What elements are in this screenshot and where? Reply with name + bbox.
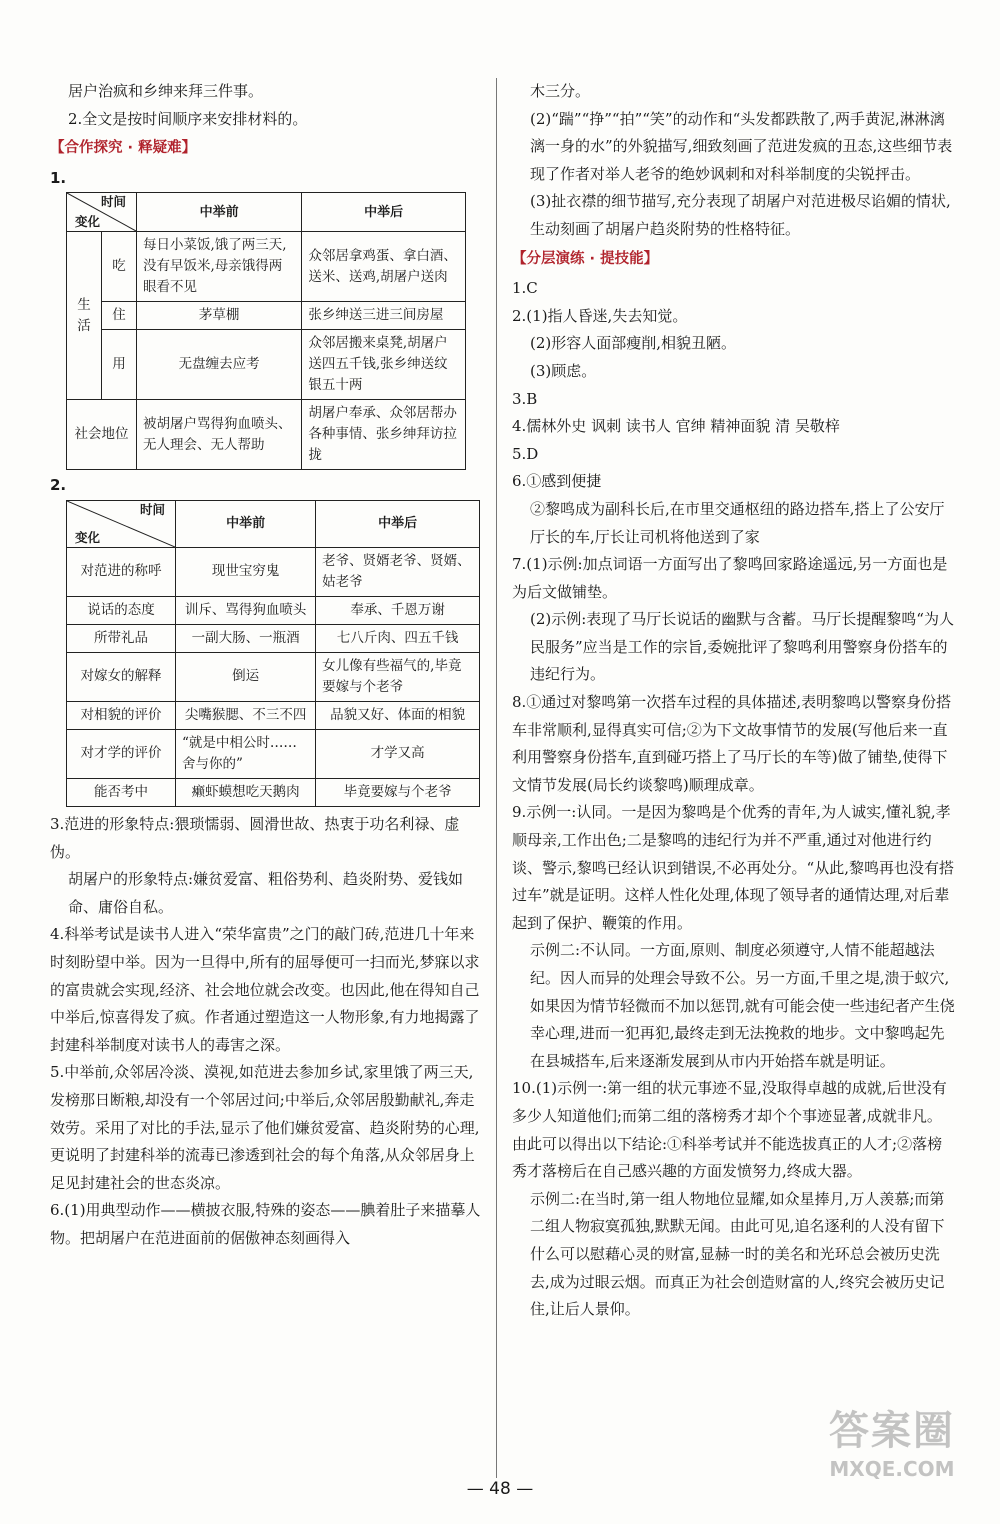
table1-time-label: 时间 — [100, 194, 126, 210]
table1-cell: 张乡绅送三进三间房屋 — [302, 302, 466, 330]
table1-change-label: 变化 — [75, 214, 101, 230]
section-heading-cooperate: 【合作探究 · 释疑难】 — [50, 140, 197, 157]
table2-cell: 现世宝穷鬼 — [176, 547, 316, 596]
answer-3b: 胡屠户的形象特点:嫌贫爱富、粗俗势利、趋炎附势、爱钱如命、庸俗自私。 — [68, 870, 464, 916]
answer-r7-2: (2)示例:表现了马厅长说话的幽默与含蓄。马厅长提醒黎鸣“为人民服务”应当是工作的宗旨,委婉批评了黎鸣利用警察身份搭车的违纪行为。 — [530, 610, 954, 684]
table2-item: 说话的态度 — [67, 596, 176, 624]
table1-sub: 用 — [102, 330, 137, 400]
answer-r10-1: 10.(1)示例一:第一组的状元事迹不显,没取得卓越的成就,后世没有多少人知道他们;而第二组的落榜秀才却个个事迹显著,成就非凡。由此可以得出以下结论:①科举考试并不能选拔真正的人才;②落榜秀才落榜后在自己感兴趣的方面发愤努力,终成大器。 — [512, 1079, 947, 1181]
answer-6-1-cont: 木三分。 — [530, 82, 591, 100]
table1-after-header: 中举后 — [302, 193, 466, 232]
table-row — [67, 596, 480, 624]
table-row — [67, 547, 480, 596]
answer-r9-2: 示例二:不认同。一方面,原则、制度必须遵守,人情不能超越法纪。因人而异的处理会导致不公。另一方面,千里之堤,溃于蚁穴,如果因为情节轻微而不加以惩罚,就有可能会使一些违纪者产生侥幸心理,进而一犯再犯,最终走到无法挽救的地步。文中黎鸣起先在县城搭车,后来逐渐发展到从市内开始搭车就是明证。 — [530, 941, 955, 1070]
table1-cell: 茅草棚 — [137, 302, 302, 330]
table1-cell: 被胡屠户骂得狗血喷头、无人理会、无人帮助 — [137, 400, 302, 470]
table2-cell: 女儿像有些福气的,毕竟要嫁与个老爷 — [316, 652, 480, 701]
table2-cell: 品貌又好、体面的相貌 — [316, 701, 480, 729]
watermark-logo — [804, 1406, 980, 1506]
table2-cell: 癞虾蟆想吃天鹅肉 — [176, 778, 316, 806]
q2-label: 2. — [50, 476, 67, 495]
table1-before-header: 中举前 — [137, 193, 302, 232]
answer-r6-2: ②黎鸣成为副科长后,在市里交通枢纽的路边搭车,搭上了公安厅厅长的车,厅长让司机将他送到了家 — [530, 499, 945, 546]
intro-line-2: 2.全文是按时间顺序来安排材料的。 — [68, 109, 308, 128]
answer-r6-1: 6.①感到便捷 — [512, 472, 602, 491]
table-row — [67, 701, 480, 729]
answer-r10-2: 示例二:在当时,第一组人物地位显耀,如众星捧月,万人羡慕;而第二组人物寂寞孤独,默默无闻。由此可见,追名逐利的人没有留下什么可以慰藉心灵的财富,显赫一时的美名和光环总会被历史洗去,成为过眼云烟。而真正为社会创造财富的人,终究会被历史记住,让后人景仰。 — [530, 1189, 945, 1319]
table1-sub: 住 — [102, 302, 137, 330]
answer-r8: 8.①通过对黎鸣第一次搭车过程的具体描述,表明黎鸣以警察身份搭车非常顺利,显得真实可信;②为下文故事情节的发展(写他后来一直利用警察身份搭车,直到碰巧搭上了马厅长的车等)做了铺垫,使得下文情节发展(局长约谈黎鸣)顺理成章。 — [512, 693, 952, 794]
table2-cell: 七八斤肉、四五千钱 — [316, 624, 480, 652]
table-row — [67, 400, 466, 470]
table2-cell: 才学又高 — [316, 729, 480, 778]
table2-cell: 倒运 — [176, 652, 316, 701]
table1-diagonal-header — [67, 193, 137, 232]
table1-cell: 胡屠户奉承、众邻居帮办各种事情、张乡绅拜访拉拢 — [302, 400, 466, 470]
table2-item: 能否考中 — [67, 778, 176, 806]
table-row — [67, 729, 480, 778]
answer-r2-3: (3)顾虑。 — [530, 361, 597, 380]
right-column — [512, 78, 956, 1324]
table2-cell: 训斥、骂得狗血喷头 — [176, 596, 316, 624]
table1-group-life: 生活 — [67, 232, 102, 400]
answer-6-3: (3)扯衣襟的细节描写,充分表现了胡屠户对范进极尽谄媚的情状,生动刻画了胡屠户趋炎附势的性格特征。 — [530, 192, 951, 238]
table-life-change — [66, 192, 466, 470]
table1-cell: 每日小菜饭,饿了两三天,没有早饭米,母亲饿得两眼看不见 — [137, 232, 302, 302]
answer-r4: 4.儒林外史 讽刺 读书人 官绅 精神面貌 清 吴敬梓 — [512, 417, 840, 436]
table-row — [67, 624, 480, 652]
table2-cell: 老爷、贤婿老爷、贤婿、姑老爷 — [316, 547, 480, 596]
table1-sub: 吃 — [102, 232, 137, 302]
table-row — [67, 302, 466, 330]
watermark-text: 答案圈 — [829, 1408, 955, 1454]
section-heading-practice: 【分层演练 · 提技能】 — [512, 250, 659, 267]
table2-cell: 奉承、千恩万谢 — [316, 596, 480, 624]
table2-time-label: 时间 — [139, 501, 165, 517]
table-row — [67, 330, 466, 400]
table2-after-header: 中举后 — [316, 500, 480, 547]
left-column — [50, 78, 482, 1252]
table-row — [67, 652, 480, 701]
q1-label: 1. — [50, 168, 67, 187]
answer-6-1: 6.(1)用典型动作——横披衣服,特殊的姿态——腆着肚子来描摹人物。把胡屠户在范进面前的倨傲神态刻画得入 — [50, 1201, 481, 1247]
table1-cell: 无盘缠去应考 — [137, 330, 302, 400]
watermark-url: MXQE.COM — [829, 1457, 955, 1481]
table2-item: 对才学的评价 — [67, 729, 176, 778]
table2-item: 所带礼品 — [67, 624, 176, 652]
intro-line-1: 居户治疯和乡绅来拜三件事。 — [68, 82, 264, 100]
answer-4: 4.科举考试是读书人进入“荣华富贵”之门的敲门砖,范进几十年来时刻盼望中举。因为一旦得中,所有的屈辱便可一扫而光,梦寐以求的富贵就会实现,经济、社会地位就会改变。也因此,他在得知自己中举后,惊喜得发了疯。作者通过塑造这一人物形象,有力地揭露了封建科举制度对读书人的毒害之深。 — [50, 925, 480, 1054]
answer-r1: 1.C — [512, 279, 538, 298]
table-row — [67, 778, 480, 806]
table2-change-label: 变化 — [75, 529, 101, 545]
answer-r3: 3.B — [512, 389, 538, 408]
table2-before-header: 中举前 — [176, 500, 316, 547]
table2-cell: 毕竟要嫁与个老爷 — [316, 778, 480, 806]
column-divider — [496, 78, 497, 1478]
answer-r2-2: (2)形容人面部瘦削,相貌丑陋。 — [530, 334, 737, 353]
table2-item: 对相貌的评价 — [67, 701, 176, 729]
table-attitude-change — [66, 500, 480, 807]
table2-item: 对嫁女的解释 — [67, 652, 176, 701]
answer-6-2: (2)“踹”“挣”“拍”“笑”的动作和“头发都跌散了,两手黄泥,淋淋漓漓一身的水”的外貌描写,细致刻画了范进发疯的丑态,这些细节表现了作者对举人老爷的绝妙讽刺和对科举制度的尖锐抨击。 — [530, 109, 953, 183]
answer-5: 5.中举前,众邻居冷淡、漠视,如范进去参加乡试,家里饿了两三天,发榜那日断粮,却没有一个邻居过问;中举后,众邻居殷勤献礼,奔走效劳。采用了对比的手法,显示了他们嫌贫爱富、趋炎附势的心理,更说明了封建科举的流毒已渗透到社会的每个角落,从众邻居身上足见封建社会的世态炎凉。 — [50, 1063, 480, 1192]
table2-diagonal-header — [67, 500, 176, 547]
table1-cell: 众邻居拿鸡蛋、拿白酒、送米、送鸡,胡屠户送肉 — [302, 232, 466, 302]
answer-r9-1: 9.示例一:认同。一是因为黎鸣是个优秀的青年,为人诚实,懂礼貌,孝顺母亲,工作出色;二是黎鸣的违纪行为并不严重,通过对他进行约谈、警示,黎鸣已经认识到错误,不必再处分。“从此,黎鸣再也没有搭过车”就是证明。这样人性化处理,体现了领导者的通情达理,对后辈起到了保护、鞭策的作用。 — [512, 803, 954, 932]
table2-cell: 尖嘴猴腮、不三不四 — [176, 701, 316, 729]
table1-status-label: 社会地位 — [67, 400, 137, 470]
answer-r2-1: 2.(1)指人昏迷,失去知觉。 — [512, 306, 688, 325]
table2-cell: “就是中相公时……舍与你的” — [176, 729, 316, 778]
page-number: — 48 — — [466, 1479, 534, 1499]
table-row — [67, 232, 466, 302]
answer-3: 3.范进的形象特点:猥琐懦弱、圆滑世故、热衷于功名利禄、虚伪。 — [50, 814, 460, 861]
answer-r5: 5.D — [512, 444, 539, 463]
answer-r7-1: 7.(1)示例:加点词语一方面写出了黎鸣回家路途遥远,另一方面也是为后文做铺垫。 — [512, 555, 948, 601]
table2-item: 对范进的称呼 — [67, 547, 176, 596]
table1-cell: 众邻居搬来桌凳,胡屠户送四五千钱,张乡绅送纹银五十两 — [302, 330, 466, 400]
table2-cell: 一副大肠、一瓶酒 — [176, 624, 316, 652]
